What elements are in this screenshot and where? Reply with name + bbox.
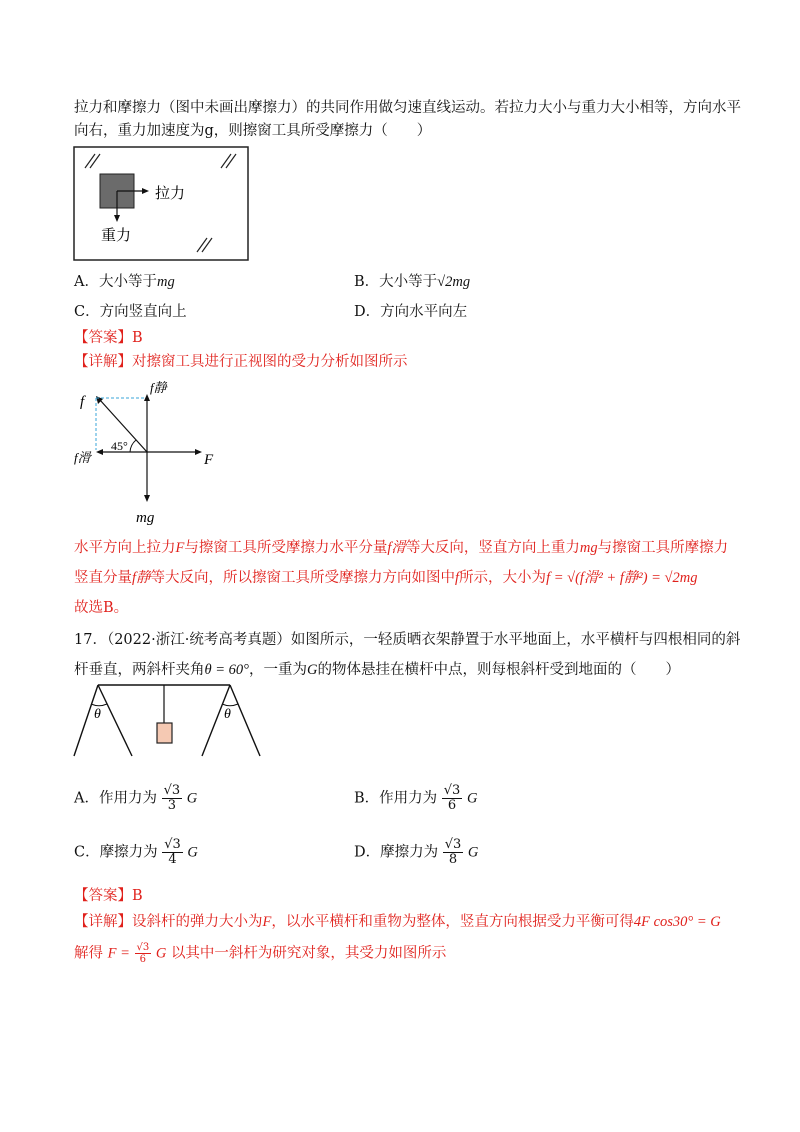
gravity-label: 重力: [101, 228, 132, 244]
q16-option-b: B．大小等于√2mg: [354, 274, 471, 290]
q17-detail-line1: 【详解】设斜杆的弹力大小为F，以水平横杆和重物为整体，竖直方向根据受力平衡可得4F cos30° = G: [74, 914, 721, 930]
pull-label: 拉力: [155, 186, 186, 202]
q16-explain-line1: 水平方向上拉力F与擦窗工具所受摩擦力水平分量f滑等大反向，竖直方向上重力mg与擦窗工具所摩擦力: [74, 540, 729, 556]
q16-option-d: D．方向水平向左: [354, 304, 468, 320]
force-diagram: [70, 374, 230, 526]
force-mg-label: mg: [136, 510, 155, 526]
q16-conclusion: 故选B。: [74, 600, 129, 616]
q17-stem-line1: 17．（2022·浙江·统考高考真题）如图所示，一轻质晒衣架静置于水平地面上，水平横杆与四根相同的斜: [74, 632, 741, 648]
q17-option-a: A．作用力为 $\frac{√3}{3}$ G: [74, 783, 198, 813]
q17-option-c: C．摩擦力为 $\frac{√3}{4}$ G: [74, 837, 198, 867]
q17-option-d: D．摩擦力为 $\frac{√3}{8}$ G: [354, 837, 479, 867]
window-tool-figure: [73, 146, 249, 262]
q17-detail-line2: 解得 F = $\frac{√3}{6}$ G 以其中一斜杆为研究对象，其受力如图所示: [74, 942, 447, 965]
force-F-label: F: [204, 452, 214, 468]
q16-stem-line2: 向右，重力加速度为g，则擦窗工具所受摩擦力（ ）: [74, 123, 432, 139]
q16-option-a: A．大小等于mg: [74, 274, 175, 290]
theta-right-label: θ: [224, 707, 231, 722]
q16-explain-line2: 竖直分量f静等大反向，所以擦窗工具所受摩擦力方向如图中f所示，大小为f = √(f滑² + f静²) = √2mg: [74, 570, 698, 586]
angle-label: 45°: [111, 439, 128, 453]
q17-answer: 【答案】B: [74, 888, 143, 904]
q16-answer: 【答案】B: [74, 330, 143, 346]
theta-left-label: θ: [94, 707, 101, 722]
q16-stem-line1: 拉力和摩擦力（图中未画出摩擦力）的共同作用做匀速直线运动。若拉力大小与重力大小相等，方向水平: [74, 100, 741, 116]
q16-option-c: C．方向竖直向上: [74, 304, 187, 320]
q16-detail: 【详解】对擦窗工具进行正视图的受力分析如图所示: [74, 354, 408, 370]
force-f-static-label: f静: [150, 380, 167, 395]
q17-stem-line2: 杆垂直，两斜杆夹角θ = 60°，一重为G的物体悬挂在横杆中点，则每根斜杆受到地面的（ ）: [74, 662, 680, 678]
clothes-rack-figure: [70, 680, 270, 760]
force-f-slide-label: f滑: [74, 450, 91, 465]
q17-option-b: B．作用力为 $\frac{√3}{6}$ G: [354, 783, 478, 813]
force-f-label: f: [80, 394, 85, 410]
